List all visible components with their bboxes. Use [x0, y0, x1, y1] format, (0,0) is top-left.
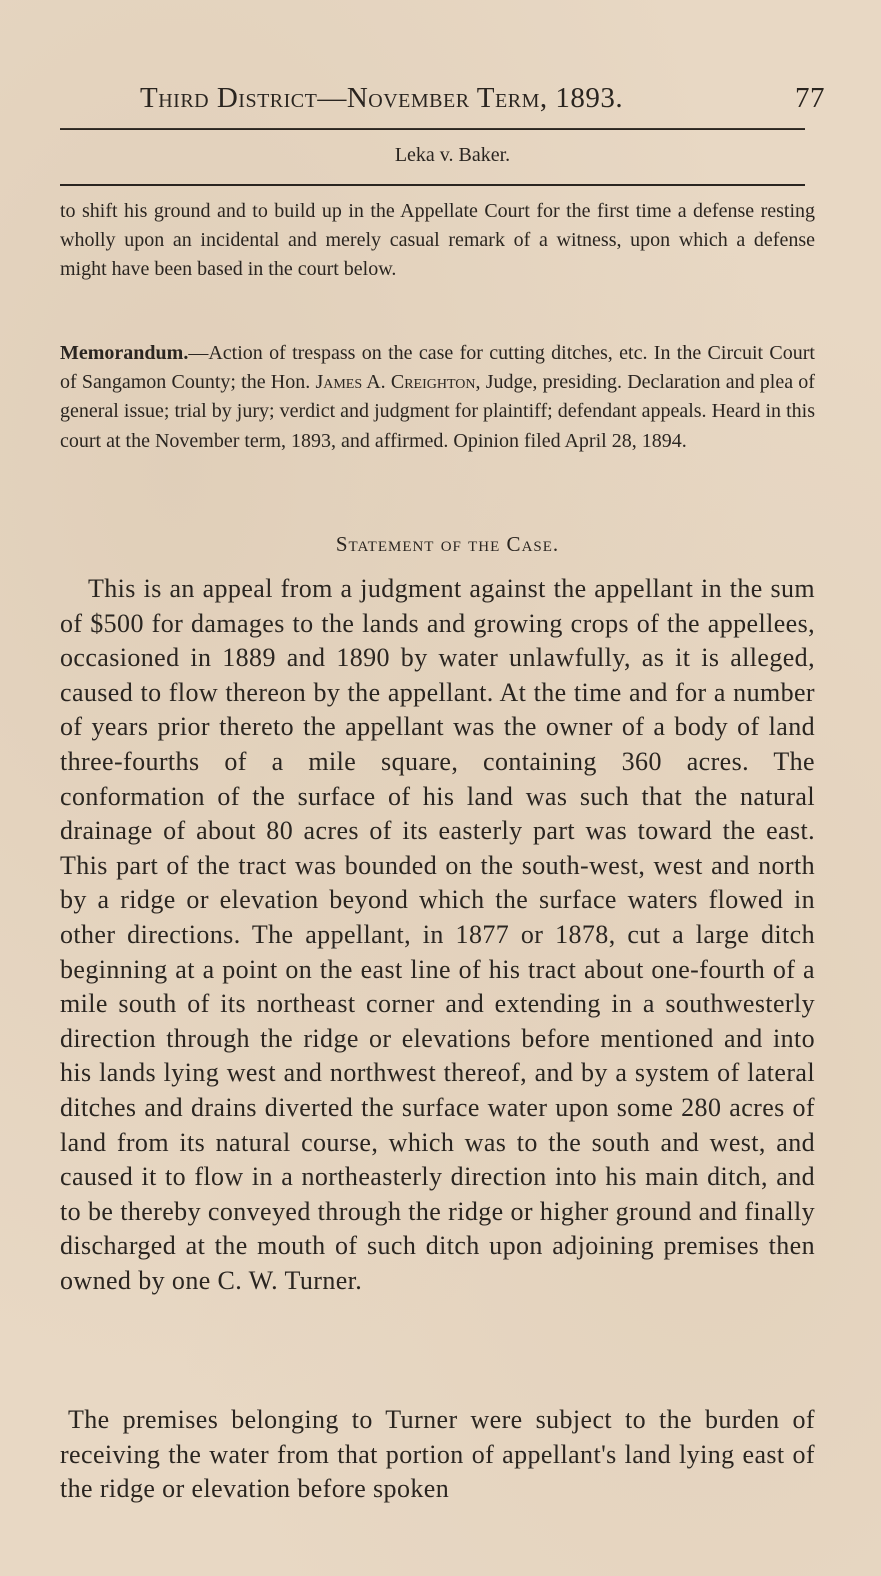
header-rule — [60, 128, 805, 130]
memorandum-label: Memorandum. — [60, 342, 189, 364]
memorandum-text-part2: , Judge, presiding. Declaration and plea of general issue; trial by jury; verdict and judgment for plaintiff; defendant appeals. Heard in this court at the November term, 1893, and affirmed. Opinion filed April 28, 1894. — [60, 371, 815, 452]
memorandum-text-part1: —Action of trespass on the case for cutting ditches, etc. In the Circuit Court of Sangamon County; the Hon. — [60, 342, 815, 394]
statement-paragraph-1: This is an appeal from a judgment against the appellant in the sum of $500 for damages to the lands and growing crops of the appellees, occasioned in 1889 and 1890 by water unlawfully, as it is alleged, caused to flow thereon by the appellant. At the time and for a number of years prior thereto the appellant was the owner of a body of land three-fourths of a mile square, containing 360 acres. The conformation of the surface of his land was such that the natural drainage of about 80 acres of its easterly part was toward the east. This part of the tract was bounded on the south-west, west and north by a ridge or elevation beyond which the surface waters flowed in other directions. The appellant, in 1877 or 1878, cut a large ditch beginning at a point on the east line of his tract about one-fourth of a mile south of its northeast corner and extending in a southwesterly direction through the ridge or elevations before mentioned and into his lands lying west and northwest thereof, and by a system of lateral ditches and drains diverted the surface water upon some 280 acres of land from its natural course, which was to the south and west, and caused it to flow in a northeasterly direction into his main ditch, and to be thereby conveyed through the ridge or higher ground and finally discharged at the mouth of such ditch upon adjoining premises then owned by one C. W. Turner. — [60, 574, 815, 1295]
case-name: Leka v. Baker. — [394, 144, 511, 166]
statement-paragraph-2: The premises belonging to Turner were subject to the burden of receiving the water from that portion of appellant's land lying east of the ridge or elevation before spoken — [60, 1405, 815, 1504]
running-head-title: Third District—November Term, 1893. — [140, 82, 624, 114]
statement-heading: Statement of the Case. — [335, 532, 560, 556]
book-page — [60, 0, 825, 1576]
memorandum-paragraph — [60, 339, 815, 456]
carry-over-paragraph: to shift his ground and to build up in the Appellate Court for the first time a defense resting wholly upon an incidental and merely casual remark of a witness, upon which a defense might have been based in the court below. — [60, 200, 815, 281]
judge-name: James A. Creighton — [315, 371, 476, 394]
page-number: 77 — [795, 82, 825, 114]
running-head — [140, 82, 825, 126]
case-name-rule — [60, 184, 805, 187]
